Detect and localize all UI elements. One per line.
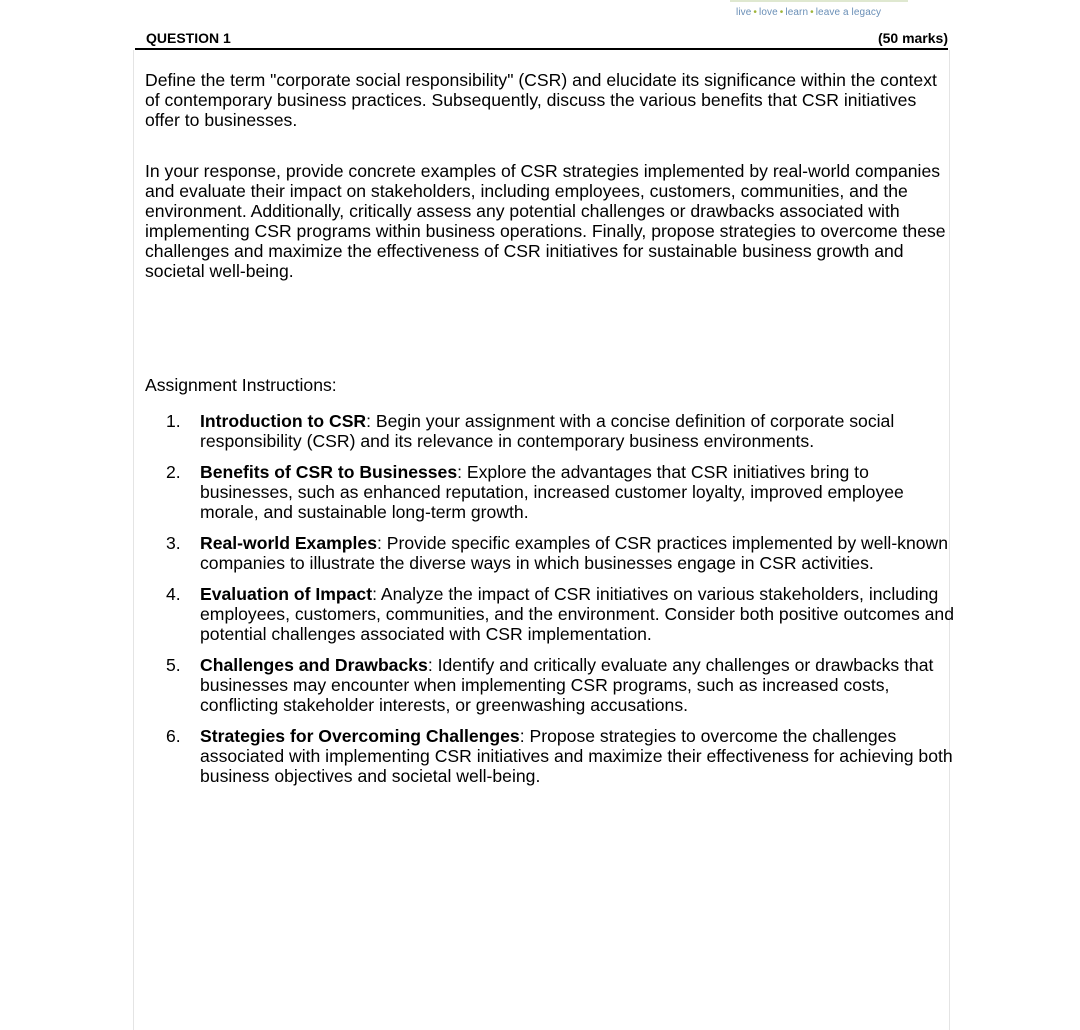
tagline-word: love	[759, 7, 778, 18]
instruction-text: : Provide specific examples of CSR practices implemented by well-known companies to illustrate the diverse ways in which businesses engage in CSR activities.	[200, 533, 949, 573]
tagline-dot: •	[753, 7, 758, 18]
tagline-word: learn	[785, 7, 809, 18]
instruction-term: Strategies for Overcoming Challenges	[200, 726, 520, 746]
question-header	[135, 28, 948, 50]
instruction-item	[160, 655, 955, 715]
instruction-number: 5.	[166, 655, 181, 675]
instruction-term: Benefits of CSR to Businesses	[200, 462, 458, 482]
instruction-term: Introduction to CSR	[200, 411, 367, 431]
instruction-number: 4.	[166, 584, 181, 604]
instruction-item	[160, 411, 955, 451]
instruction-term: Challenges and Drawbacks	[200, 655, 428, 675]
instruction-item	[160, 584, 955, 644]
instruction-term: Evaluation of Impact	[200, 584, 373, 604]
question-marks: (50 marks)	[877, 30, 948, 46]
instruction-number: 2.	[166, 462, 181, 482]
instruction-item	[160, 462, 955, 522]
question-paragraph: Define the term "corporate social responsibility" (CSR) and elucidate its significance within the context of contemporary business practices. Subsequently, discuss the various benefits that CSR initiatives offer to businesses.	[145, 70, 937, 130]
instruction-number: 6.	[166, 726, 181, 746]
instruction-text: : Begin your assignment with a concise definition of corporate social responsibility (CSR) and its relevance in contemporary business environments.	[200, 411, 895, 451]
instruction-term: Real-world Examples	[200, 533, 377, 553]
tagline-dot: •	[779, 7, 784, 18]
instruction-number: 1.	[166, 411, 181, 431]
logo-rule	[730, 0, 908, 2]
instruction-text: : Propose strategies to overcome the challenges associated with implementing CSR initiatives and maximize their effectiveness for achieving both business objectives and societal well-being.	[200, 726, 953, 786]
tagline-word: leave a legacy	[815, 7, 882, 18]
instruction-item	[160, 726, 955, 786]
instruction-text: : Analyze the impact of CSR initiatives on various stakeholders, including employees, customers, communities, and the environment. Consider both positive outcomes and potential challenges associated with CSR implementation.	[200, 584, 954, 644]
tagline-dot: •	[810, 7, 814, 18]
instruction-number: 3.	[166, 533, 181, 553]
instruction-text: : Identify and critically evaluate any challenges or drawbacks that businesses may encounter when implementing CSR programs, such as increased costs, conflicting stakeholder interests, or greenwashing accusations.	[200, 655, 934, 715]
instruction-text: : Explore the advantages that CSR initiatives bring to businesses, such as enhanced reputation, increased customer loyalty, improved employee morale, and sustainable long-term growth.	[200, 462, 904, 522]
instructions-list	[160, 411, 955, 797]
institution-tagline	[736, 7, 881, 18]
question-title: QUESTION 1	[146, 30, 231, 46]
question-paragraph: In your response, provide concrete examples of CSR strategies implemented by real-world companies and evaluate their impact on stakeholders, including employees, customers, communities, and the environment. Additionally, critically assess any potential challenges or drawbacks associated with implementing CSR programs within business operations. Finally, propose strategies to overcome these challenges and maximize the effectiveness of CSR initiatives for sustainable business growth and societal well-being.	[145, 161, 946, 281]
instructions-heading: Assignment Instructions:	[145, 375, 337, 395]
tagline-word: live	[736, 7, 752, 18]
instruction-item	[160, 533, 955, 573]
